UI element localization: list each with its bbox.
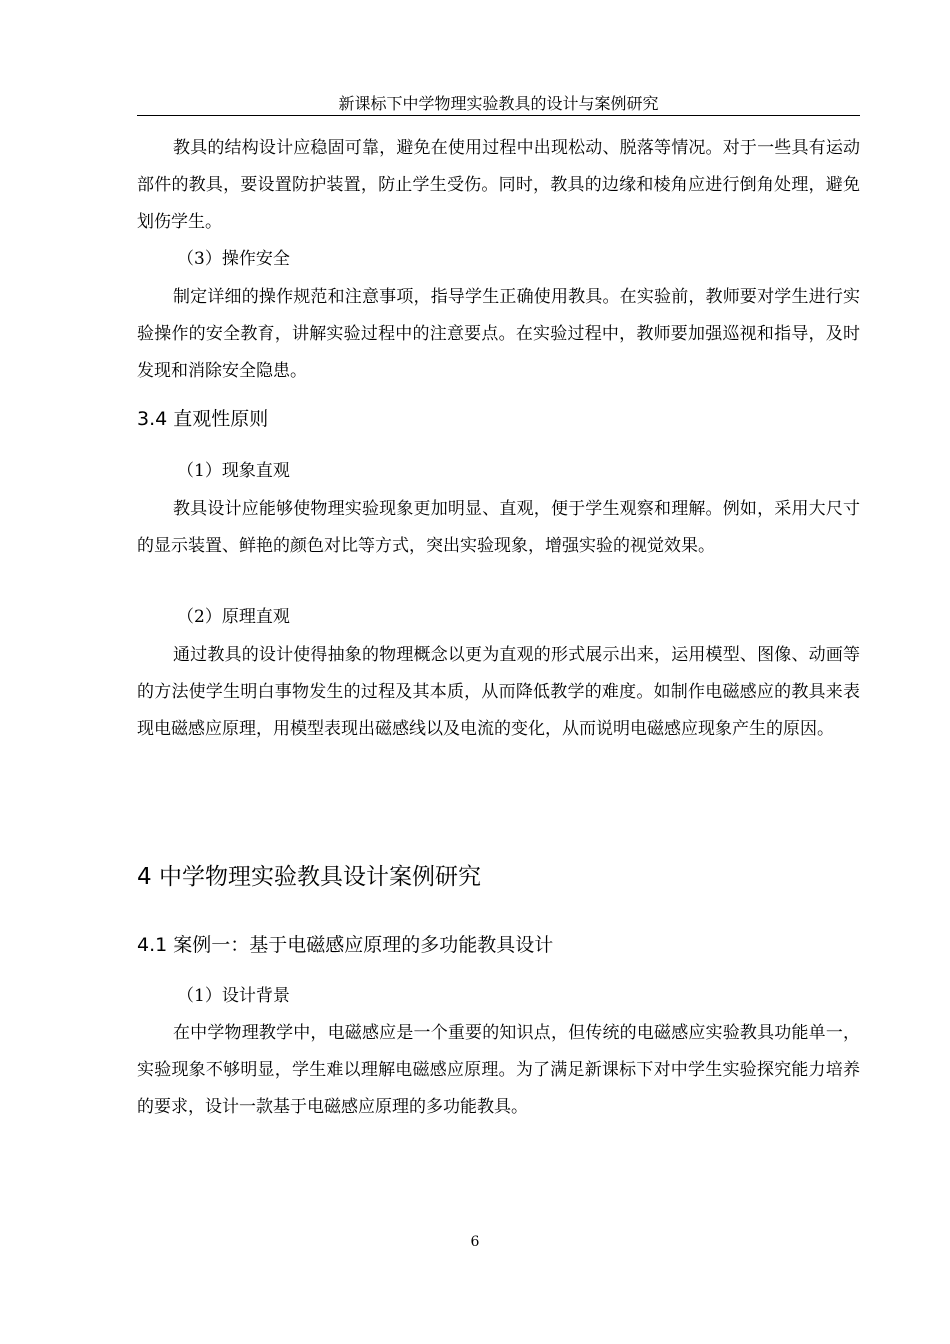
page-number: 6	[470, 1234, 480, 1250]
page-header: 新课标下中学物理实验教具的设计与案例研究	[137, 93, 860, 116]
paragraph-design-background: 在中学物理教学中，电磁感应是一个重要的知识点，但传统的电磁感应实验教具功能单一，实验现象不够明显，学生难以理解电磁感应原理。为了满足新课标下对中学生实验探究能力培养的要求，设计一款基于电磁感应原理的多功能教具。	[137, 1023, 860, 1117]
item-design-background: （1）设计背景	[177, 986, 290, 1006]
section-heading-4-1: 4.1 案例一：基于电磁感应原理的多功能教具设计	[137, 934, 554, 956]
paragraph-principle-intuitive: 通过教具的设计使得抽象的物理概念以更为直观的形式展示出来，运用模型、图像、动画等的方法使学生明白事物发生的过程及其本质，从而降低教学的难度。如制作电磁感应的教具来表现电磁感应原理，用模型表现出磁感线以及电流的变化，从而说明电磁感应现象产生的原因。	[137, 645, 860, 739]
paragraph-operation-safety: 制定详细的操作规范和注意事项，指导学生正确使用教具。在实验前，教师要对学生进行实验操作的安全教育，讲解实验过程中的注意要点。在实验过程中，教师要加强巡视和指导，及时发现和消除安全隐患。	[137, 287, 860, 381]
item-phenomenon-intuitive: （1）现象直观	[177, 461, 290, 481]
section-heading-3-4: 3.4 直观性原则	[137, 408, 269, 430]
chapter-heading-4: 4 中学物理实验教具设计案例研究	[137, 864, 481, 890]
paragraph-phenomenon-intuitive: 教具设计应能够使物理实验现象更加明显、直观，便于学生观察和理解。例如，采用大尺寸的显示装置、鲜艳的颜色对比等方式，突出实验现象，增强实验的视觉效果。	[137, 499, 860, 556]
item-operation-safety: （3）操作安全	[177, 249, 290, 269]
item-principle-intuitive: （2）原理直观	[177, 607, 290, 627]
paragraph-structure-safety: 教具的结构设计应稳固可靠，避免在使用过程中出现松动、脱落等情况。对于一些具有运动部件的教具，要设置防护装置，防止学生受伤。同时，教具的边缘和棱角应进行倒角处理，避免划伤学生。	[137, 138, 860, 232]
